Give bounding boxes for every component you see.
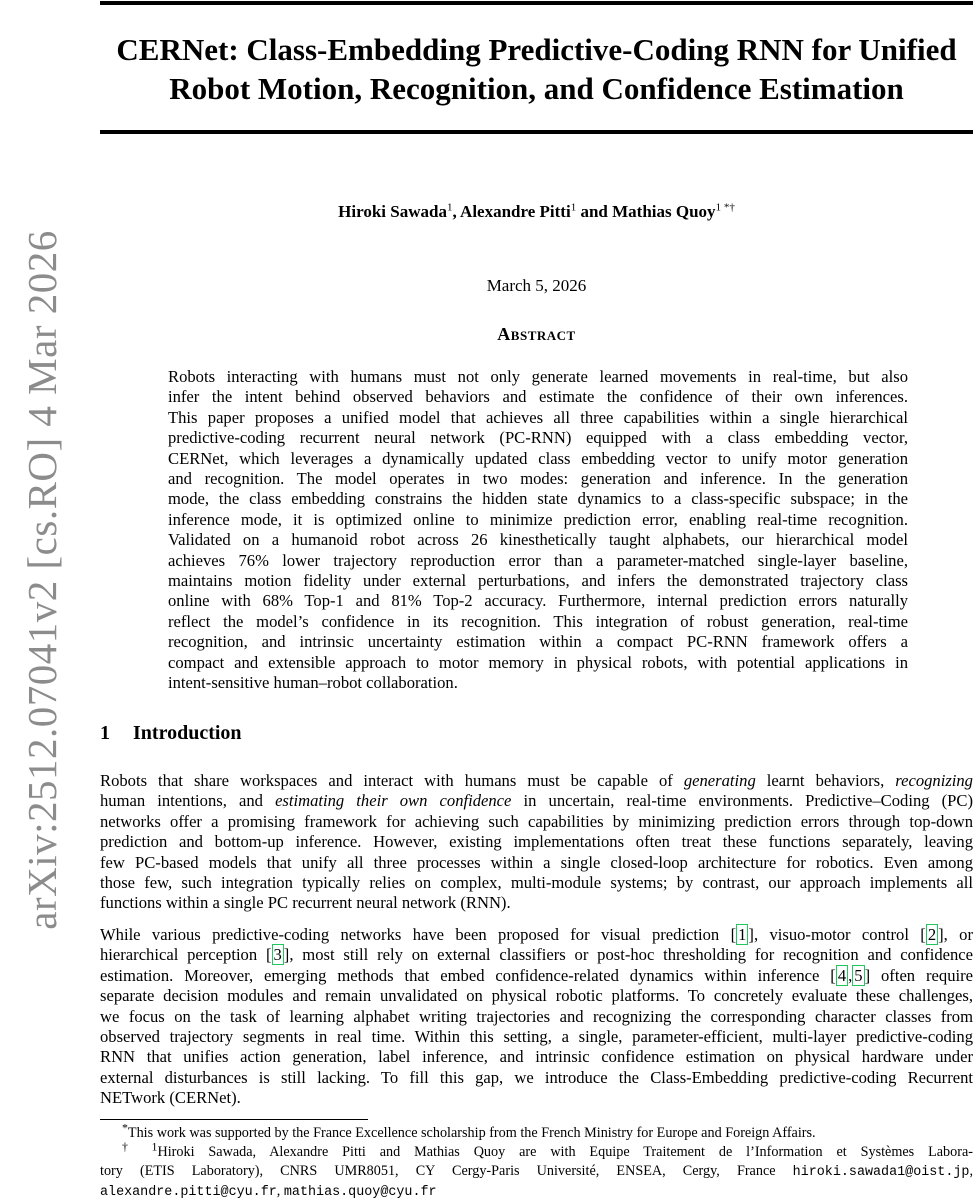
- abstract-line: reflect the model’s confidence in its recognition. This integration of robust generation, real-time: [168, 611, 908, 631]
- text-run: ], or: [938, 925, 973, 944]
- abstract-line: Robots interacting with humans must not only generate learned movements in real-time, but also: [168, 367, 908, 386]
- emphasis-generating: generating: [683, 771, 756, 790]
- paragraph-line: NETwork (CERNet).: [100, 1088, 241, 1108]
- citation-link-2[interactable]: 2: [927, 925, 937, 944]
- author-2-affiliation: 1: [570, 201, 577, 214]
- citation-link-3[interactable]: 3: [273, 945, 282, 965]
- footnote-text: tory (ETIS Laboratory), CNRS UMR8051, CY Cergy-Paris Université, ENSEA, Cergy, France: [100, 1163, 793, 1179]
- abstract-body: [168, 367, 908, 694]
- paragraph-line: [100, 791, 973, 811]
- author-separator-1: ,: [452, 202, 461, 221]
- paragraph-line: those few, such integration typically relies on complex, multi-module systems; by contrast, our approach implements all: [100, 873, 973, 893]
- email-link-sawada[interactable]: hiroki.sawada1@oist.jp: [792, 1165, 970, 1180]
- abstract-line: predictive-coding recurrent neural network (PC-RNN) equipped with a class embedding vector,: [168, 428, 908, 448]
- author-3: Mathias Quoy: [612, 202, 716, 221]
- citation-link-5[interactable]: 5: [854, 965, 863, 985]
- paragraph-line: [100, 771, 973, 791]
- citation-link-4[interactable]: 4: [837, 965, 847, 985]
- footnote-affiliation: [100, 1139, 973, 1162]
- footnotes: [100, 1120, 973, 1202]
- author-3-affiliation: 1 *†: [715, 201, 735, 214]
- footnote-text: ,: [276, 1183, 284, 1199]
- arxiv-side-stamp: arXiv:2512.07041v2 [cs.RO] 4 Mar 2026: [19, 230, 65, 930]
- paragraph-line: RNN that unifies action generation, label inference, and intrinsic confidence estimation on physical hardware under: [100, 1047, 973, 1067]
- text-run: learnt behaviors,: [755, 771, 896, 790]
- emphasis-confidence: estimating their own confidence: [275, 791, 512, 811]
- text-run: ,: [848, 965, 853, 985]
- text-run: Robots that share workspaces and interact with humans must be capable of: [100, 771, 684, 790]
- abstract-line: and recognition. The model operates in two modes: generation and inference. In the generation: [168, 469, 908, 489]
- footnote-mark: † 1: [122, 1139, 158, 1154]
- text-run: ], most still rely on external classifiers or post-hoc thresholding for recognition and confidence: [283, 945, 974, 965]
- paragraph-line: separate decision modules and remain unvalidated on physical robotic platforms. To concretely evaluate these challenges,: [100, 986, 973, 1006]
- citation-link-1[interactable]: 1: [738, 925, 747, 944]
- text-run: While various predictive-coding networks have been proposed for visual prediction [: [100, 925, 737, 944]
- title-line-2: Robot Motion, Recognition, and Confidence Estimation: [169, 71, 904, 106]
- paragraph-line: [100, 945, 973, 965]
- text-run: ] often require: [864, 965, 974, 985]
- paragraph-line: [100, 966, 973, 986]
- paragraph-line: prediction and bottom-up inference. However, existing implementations often treat these functions separately, leaving: [100, 832, 973, 852]
- abstract-heading: Abstract: [497, 324, 576, 344]
- paragraph-line: networks offer a promising framework for achieving such capabilities by minimizing prediction errors through top-down: [100, 811, 973, 831]
- paragraph-line: functions within a single PC recurrent neural network (RNN).: [100, 893, 511, 913]
- footnote-text: ,: [969, 1163, 973, 1179]
- abstract-line: infer the intent behind observed behaviors and estimate the confidence of their own inferences.: [168, 387, 908, 407]
- paper-title: [100, 30, 973, 108]
- paragraph-line: few PC-based models that unify all three processes within a single closed-loop architecture for robotics. Even among: [100, 852, 973, 872]
- email-link-pitti[interactable]: alexandre.pitti@cyu.fr: [100, 1185, 277, 1200]
- abstract-line: CERNet, which leverages a dynamically updated class embedding vector to unify motor generation: [168, 448, 908, 468]
- author-1-affiliation: 1: [446, 201, 453, 214]
- intro-paragraph-1: [100, 771, 973, 914]
- title-line-1: CERNet: Class-Embedding Predictive-Coding RNN for Unified: [116, 32, 957, 67]
- text-run: estimation. Moreover, emerging methods that embed confidence-related dynamics within inference [: [100, 965, 836, 985]
- footnote-affiliation-cont: [100, 1162, 973, 1182]
- intro-paragraph-2: [100, 925, 973, 1109]
- author-list: [100, 202, 973, 222]
- abstract-line: mode, the class embedding constrains the hidden state dynamics to a class-specific subspace; in the: [168, 489, 908, 509]
- text-run: human intentions, and: [100, 791, 276, 811]
- author-1: Hiroki Sawada: [338, 202, 447, 221]
- text-run: in uncertain, real-time environments. Predictive–Coding (PC): [511, 791, 973, 811]
- paragraph-line: we focus on the task of learning alphabet writing trajectories and recognizing the corresponding character classes from: [100, 1006, 973, 1026]
- text-run: hierarchical perception [: [100, 945, 272, 965]
- paragraph-line: external disturbances is still lacking. To fill this gap, we introduce the Class-Embedding predictive-coding Recurrent: [100, 1067, 973, 1087]
- email-link-quoy[interactable]: mathias.quoy@cyu.fr: [283, 1185, 437, 1200]
- abstract-line: intent-sensitive human–robot collaboration.: [168, 673, 458, 693]
- footnote-text: This work was supported by the France Excellence scholarship from the French Ministry for Europe and Foreign Affairs.: [127, 1125, 816, 1141]
- abstract-line: This paper proposes a unified model that achieves all three capabilities within a single hierarchical: [168, 407, 908, 427]
- paragraph-line: [100, 925, 973, 945]
- top-rule: [100, 1, 973, 5]
- footnote-rule: [100, 1119, 368, 1120]
- section-title: Introduction: [133, 722, 242, 744]
- section-number: 1: [100, 722, 110, 744]
- abstract-line: compact and extensible approach to motor memory in physical robots, with potential applications in: [168, 652, 908, 672]
- abstract-line: online with 68% Top-1 and 81% Top-2 accuracy. Furthermore, internal prediction errors naturally: [168, 591, 908, 611]
- footnote-text: Hiroki Sawada, Alexandre Pitti and Mathias Quoy are with Equipe Traitement de l’Information et Systèmes Labora-: [157, 1144, 973, 1160]
- emphasis-recognizing: recognizing: [895, 771, 973, 790]
- paragraph-line: observed trajectory segments in real time. Within this setting, a single, parameter-efficient, multi-layer predictive-coding: [100, 1027, 973, 1047]
- text-run: ], visuo-motor control [: [748, 925, 926, 944]
- abstract-line: achieves 76% lower trajectory reproduction error than a parameter-matched single-layer baseline,: [168, 550, 908, 570]
- footnote-funding: [100, 1120, 973, 1143]
- title-bottom-rule: [100, 130, 973, 134]
- publication-date: March 5, 2026: [486, 276, 587, 295]
- abstract-line: maintains motion fidelity under external perturbations, and infers the demonstrated trajectory class: [168, 571, 908, 591]
- abstract-line: recognition, and intrinsic uncertainty estimation within a compact PC-RNN framework offers a: [168, 632, 908, 652]
- footnote-mark: *: [122, 1120, 128, 1135]
- abstract-line: inference mode, it is optimized online to minimize prediction error, enabling real-time recognition.: [168, 509, 908, 529]
- section-heading-introduction: [100, 722, 242, 745]
- author-separator-2: and: [576, 202, 613, 221]
- footnote-emails: [100, 1182, 973, 1202]
- abstract-line: Validated on a humanoid robot across 26 kinesthetically taught alphabets, our hierarchical model: [168, 530, 908, 550]
- author-2: Alexandre Pitti: [460, 202, 571, 221]
